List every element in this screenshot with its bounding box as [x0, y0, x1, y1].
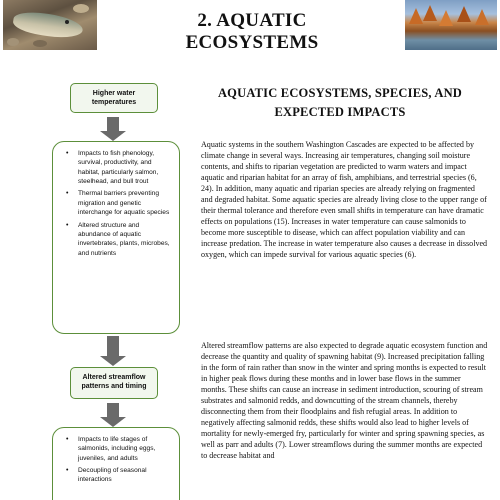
arrow-head: [100, 356, 126, 366]
driver-box-streamflow: Altered streamflow patterns and timing: [70, 367, 158, 399]
arrow-stem: [107, 403, 119, 418]
driver-box-water-temperature: Higher water temperatures: [70, 83, 158, 113]
tree-shape: [409, 8, 423, 24]
arrow-head: [100, 417, 126, 427]
impact-item: • Altered structure and abundance of aquatic invertebrates, plants, microbes, and nutrients: [59, 221, 173, 258]
pebble-shape: [7, 38, 19, 46]
down-arrow-icon: [100, 117, 126, 141]
impacts-box-water-temperature: [52, 141, 180, 334]
down-arrow-icon: [100, 403, 126, 427]
river-forest-photo: [405, 0, 497, 50]
body-paragraph: Aquatic systems in the southern Washington Cascades are expected to be affected by climate change in several ways. Increasing air temperatures, changing soil moisture contents, and shifts to riparian vegetation are predicted to warm waters and impact aquatic and riparian habitat for an array of fish, amphibians, and terrestrial species (6, 24). In addition, many aquatic and riparian species are already relying on fragmented and degraded habitat. Some aquatic species are already living close to the upper range of their thermal tolerance and therefore even small shifts in temperature can have dramatic effects on populations (15). Increases in water temperature can cause salmonids to become more susceptible to disease, which can affect population viability and can increase predation. The increase in water temperature also causes a decrease in dissolved oxygen, which can impede survival for various aquatic species (6).: [201, 140, 488, 260]
arrow-stem: [107, 117, 119, 132]
pebble-shape: [33, 40, 47, 47]
pebble-shape: [73, 4, 89, 13]
section-heading: AQUATIC ECOSYSTEMS, SPECIES, AND EXPECTED IMPACTS: [217, 86, 463, 120]
impact-item: • Thermal barriers preventing migration and genetic interchange for aquatic species: [59, 189, 173, 217]
arrow-stem: [107, 336, 119, 357]
tree-shape: [439, 10, 453, 26]
body-paragraph: Altered streamflow patterns are also expected to degrade aquatic ecosystem function and decrease the quantity and quality of spawning habitat (9). Increased precipitation falling in the form of rain rather than snow in the winter and spring months is expected to result in higher peak flows during these months and in lower base flows in the summer months. These shifts can cause an increase in sediment introduction, scouring of stream substrates and salmonid redds, and downcutting of the stream channels, thereby disconnecting them from their floodplains and fish refugial areas. In addition to negatively affecting salmonid redds, these shifts would also lead to higher levels of mortality for newly-emerged fry, particularly for winter and spring spawning species, as well as parr and adults (7). Lower streamflows during the summer months are expected to decrease habitat and: [201, 341, 488, 461]
arrow-head: [100, 131, 126, 141]
tree-shape: [475, 9, 489, 25]
page-title: 2. AQUATIC ECOSYSTEMS: [185, 10, 319, 53]
down-arrow-icon: [100, 336, 126, 367]
impact-item: • Impacts to fish phenology, survival, productivity, and habitat, particularly salmon, steelhead, and bull trout: [59, 149, 173, 186]
impacts-list: [59, 435, 173, 485]
tree-shape: [457, 6, 471, 22]
impacts-box-streamflow: [52, 427, 180, 500]
fish-photo: [3, 0, 97, 50]
fish-eye: [65, 20, 69, 24]
tree-shape: [423, 5, 437, 21]
fish-shape: [12, 9, 84, 41]
impact-item: • Decoupling of seasonal interactions: [59, 466, 173, 485]
impact-item: • Impacts to life stages of salmonids, including eggs, juveniles, and adults: [59, 435, 173, 463]
impacts-list: [59, 149, 173, 258]
